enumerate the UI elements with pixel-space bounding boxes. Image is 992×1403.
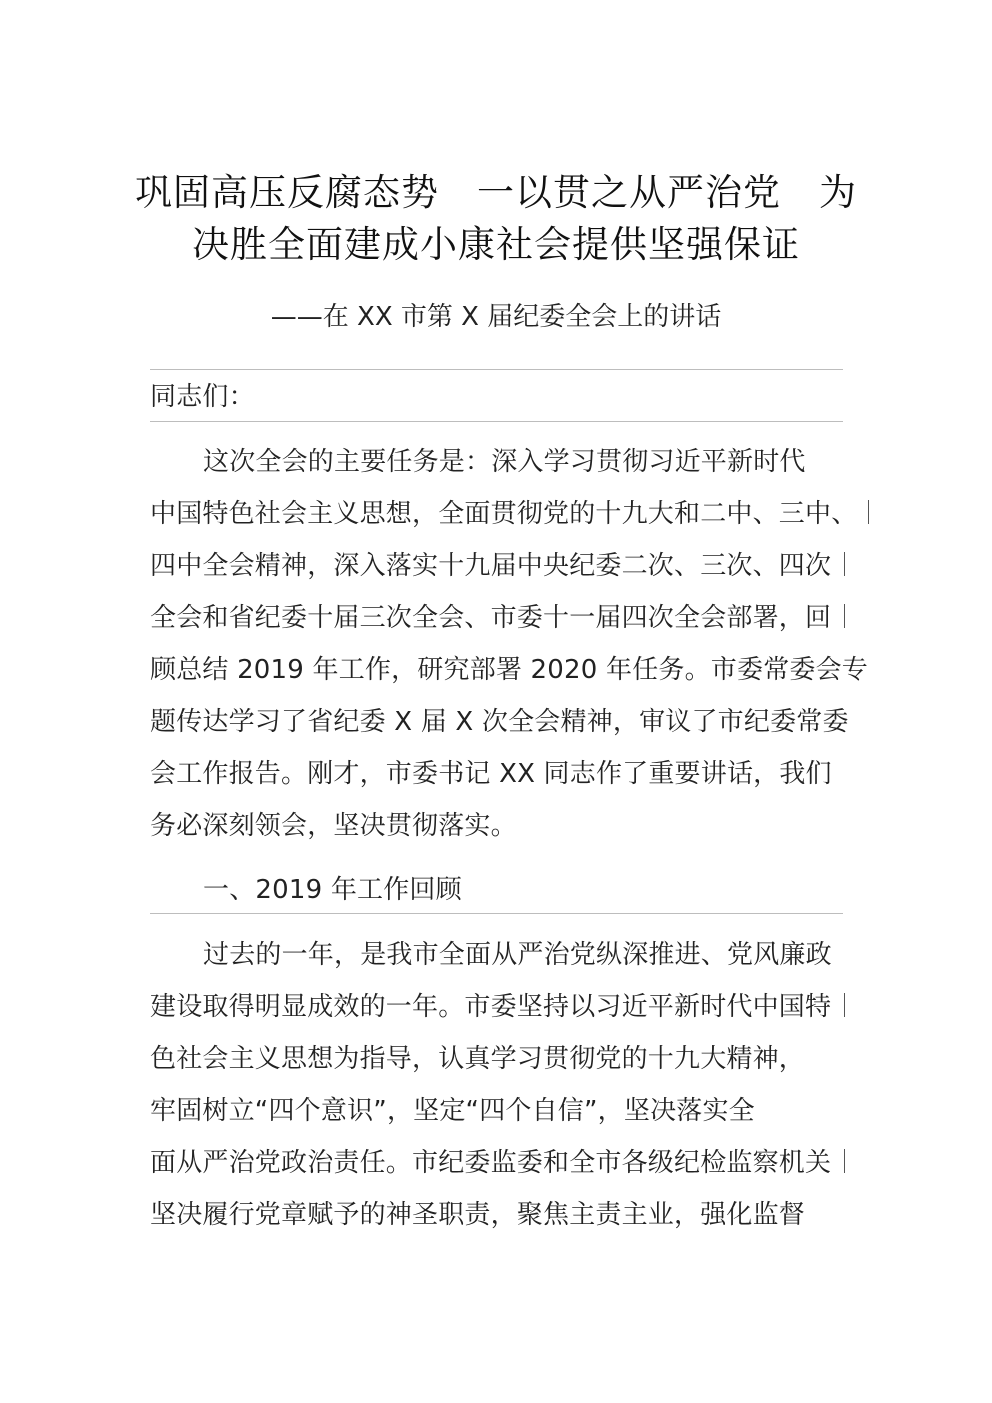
paragraph-1-line: 中国特色社会主义思想，全面贯彻党的十九大和二中、三中、 bbox=[150, 499, 858, 529]
paragraph-1-line: 全会和省纪委十届三次全会、市委十一届四次全会部署，回 bbox=[150, 603, 832, 633]
section-heading: 一、2019 年工作回顾 bbox=[203, 875, 462, 905]
margin-mark bbox=[868, 500, 869, 524]
margin-mark bbox=[844, 552, 845, 576]
margin-mark bbox=[844, 604, 845, 628]
paragraph-1-line: 题传达学习了省纪委 X 届 X 次全会精神，审议了市纪委常委 bbox=[150, 707, 849, 737]
paragraph-2-line: 面从严治党政治责任。市纪委监委和全市各级纪检监察机关 bbox=[150, 1148, 832, 1178]
paragraph-1-line: 务必深刻领会，坚决贯彻落实。 bbox=[150, 811, 517, 841]
paragraph-1-line: 这次全会的主要任务是：深入学习贯彻习近平新时代 bbox=[203, 447, 806, 477]
divider-top bbox=[150, 369, 843, 370]
margin-mark bbox=[844, 1149, 845, 1173]
paragraph-1-line: 顾总结 2019 年工作，研究部署 2020 年任务。市委常委会专 bbox=[150, 655, 868, 685]
margin-mark bbox=[844, 993, 845, 1017]
paragraph-2-line: 坚决履行党章赋予的神圣职责，聚焦主责主业，强化监督 bbox=[150, 1200, 806, 1230]
paragraph-1-line: 四中全会精神，深入落实十九届中央纪委二次、三次、四次 bbox=[150, 551, 832, 581]
paragraph-2-line: 过去的一年，是我市全面从严治党纵深推进、党风廉政 bbox=[203, 940, 832, 970]
paragraph-2-line: 建设取得明显成效的一年。市委坚持以习近平新时代中国特 bbox=[150, 992, 832, 1022]
paragraph-2-line: 色社会主义思想为指导，认真学习贯彻党的十九大精神， bbox=[150, 1044, 806, 1074]
title-line-1: 巩固高压反腐态势 一以贯之从严治党 为 bbox=[135, 171, 857, 214]
divider-section bbox=[150, 913, 843, 914]
paragraph-2-line: 牢固树立“四个意识”，坚定“四个自信”，坚决落实全 bbox=[150, 1096, 755, 1126]
divider-salutation bbox=[150, 421, 843, 422]
paragraph-1-line: 会工作报告。刚才，市委书记 XX 同志作了重要讲话，我们 bbox=[150, 759, 832, 789]
salutation: 同志们： bbox=[150, 382, 255, 412]
title-line-2: 决胜全面建成小康社会提供坚强保证 bbox=[192, 223, 800, 266]
subtitle: ——在 XX 市第 X 届纪委全会上的讲话 bbox=[270, 302, 722, 332]
